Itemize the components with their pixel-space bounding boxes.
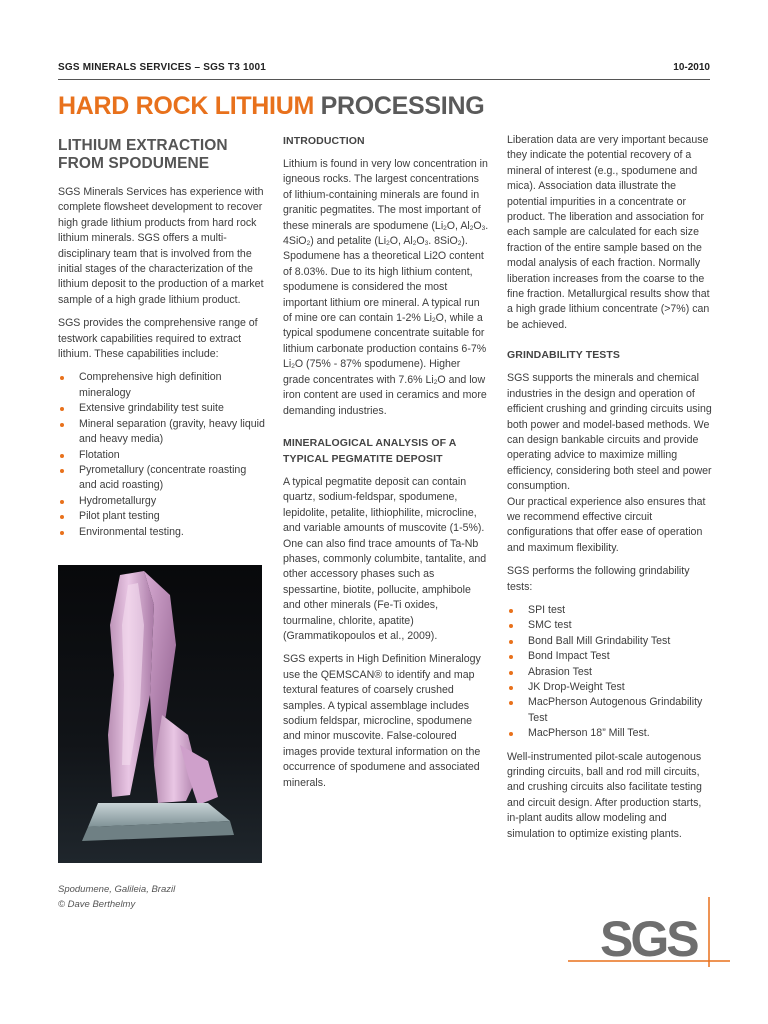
caption-credit: © Dave Berthelmy xyxy=(58,899,136,910)
sgs-logo xyxy=(568,895,730,967)
photo-caption xyxy=(58,882,175,912)
capabilities-list xyxy=(58,370,266,539)
paragraph: Our practical experience also ensures that we recommend effective circuit configurations that offer ease of operation and maximum flexibility. xyxy=(507,495,706,554)
spodumene-photo xyxy=(58,565,262,863)
list-item: MacPherson Autogenous Grindability Test xyxy=(507,695,713,726)
logo-text: SGS xyxy=(600,911,697,967)
document-date: 10-2010 xyxy=(673,62,710,73)
list-item: SMC test xyxy=(507,618,713,633)
grindability-tests-list xyxy=(507,603,713,742)
sgs-logo-mark xyxy=(568,895,730,967)
list-item: Mineral separation (gravity, heavy liquid and heavy media) xyxy=(58,417,266,448)
introduction-paragraph: Lithium is found in very low concentration in igneous rocks. The largest concentrations of lithium-containing minerals are found in granitic pegmatites. The most important of these minerals are spodumene ($Li_2O$, $Al_2O_3$. 4SiO$_2$) and petalite ($Li_2O$, $Al_2O_3$. 8SiO$_2$). Spodumene has a theoretical Li2O content of 8.03%. Due to its high lithium content, spodumene is considered the most important lithium ore mineral. A typical run of mine ore can contain 1-2% $Li_2O$, while a typical spodumene concentrate suitable for lithium carbonate production contains 6-7% $Li_2O$ (75% - 87% spodumene). Higher grade concentrates with 7.6% $Li_2O$ and low iron content are used in ceramics and more demanding industries. xyxy=(283,158,489,417)
list-item: Environmental testing. xyxy=(58,525,266,540)
page-title xyxy=(58,92,484,121)
paragraph: SGS experts in High Definition Mineralogy use the QEMSCAN® to identify and map textural features of coarsely crushed samples. A typical assemblage includes sodium feldspar, microcline, spodumene and minor muscovite. False-coloured images provide textural information on the occurrence of spodumene and associated minerals. xyxy=(283,653,481,789)
list-item: Bond Ball Mill Grindability Test xyxy=(507,634,713,649)
list-item: MacPherson 18” Mill Test. xyxy=(507,726,713,741)
title-gray: PROCESSING xyxy=(320,92,485,120)
paragraph: Well-instrumented pilot-scale autogenous grinding circuits, ball and rod mill circuits, and crushing circuits also facilitate testing and circuit design. After production starts, in-plant audits allow modeling and simulation to optimize existing plants. xyxy=(507,750,702,840)
document-header-left: SGS MINERALS SERVICES – SGS T3 1001 xyxy=(58,62,266,73)
section-heading-grindability: GRINDABILITY TESTS xyxy=(507,349,621,362)
list-item: JK Drop-Weight Test xyxy=(507,680,713,695)
header-divider xyxy=(58,79,710,80)
list-item: SPI test xyxy=(507,603,713,618)
paragraph: SGS supports the minerals and chemical industries in the design and operation of efficient crushing and grinding circuits using both power and model-based methods. We can design bankable circuits and provide operating advice to maximize milling efficiency, considering both steel and power consumption. xyxy=(507,372,712,493)
paragraph: SGS performs the following grindability tests: xyxy=(507,565,690,593)
list-item: Hydrometallurgy xyxy=(58,494,266,509)
list-item: Flotation xyxy=(58,448,266,463)
list-item: Pilot plant testing xyxy=(58,509,266,524)
column-1 xyxy=(58,133,266,548)
paragraph: Liberation data are very important because they indicate the potential recovery of a mineral of interest (e.g., spodumene and mica). Association data illustrate the potential impurities in a concentrate or product. The liberation and association for each sample are calculated for each size fraction of the entire sample based on the modal analysis of each fraction. Normally liberation increases from the coarse to the fine fraction. Metallurgical results show that a high grade lithium concentrate (>7%) can be achieved. xyxy=(507,134,710,331)
title-orange: HARD ROCK LITHIUM xyxy=(58,92,314,120)
list-item: Pyrometallury (concentrate roasting and acid roasting) xyxy=(58,463,266,494)
column-3 xyxy=(507,133,713,850)
list-item: Extensive grindability test suite xyxy=(58,401,266,416)
list-item: Bond Impact Test xyxy=(507,649,713,664)
section-heading-introduction: INTRODUCTION xyxy=(283,135,365,147)
list-item: Abrasion Test xyxy=(507,665,713,680)
section-heading-mineralogical: MINERALOGICAL ANALYSIS OF A TYPICAL PEGMATITE DEPOSIT xyxy=(283,436,457,465)
spodumene-crystal-illustration xyxy=(58,565,262,863)
column-2 xyxy=(283,133,489,799)
paragraph: A typical pegmatite deposit can contain quartz, sodium-feldspar, spodumene, lepidolite, petalite, lithiophilite, microcline, and variable amounts of muscovite (1-5%). One can also find trace amounts of Ta-Nb phases, commonly columbite, tantalite, and other accessory phases such as spessartine, biotite, pollucite, amphibole and other minerals (Fe-Ti oxides, tourmaline, chlorite, apatite) (Grammatikopoulos et al., 2009). xyxy=(283,475,487,642)
section-heading-extraction: LITHIUM EXTRACTION FROM SPODUMENE xyxy=(58,137,228,172)
caption-title: Spodumene, Galileia, Brazil xyxy=(58,884,176,895)
list-item: Comprehensive high definition mineralogy xyxy=(58,370,266,401)
paragraph: SGS provides the comprehensive range of testwork capabilities required to extract lithium. These capabilities include: xyxy=(58,317,258,361)
paragraph: SGS Minerals Services has experience with complete flowsheet development to recover high grade lithium products from hard rock lithium minerals. SGS offers a multi-disciplinary team that is involved from the initial stages of the characterization of the lithium deposit to the production of a market sample of a high grade lithium product. xyxy=(58,186,264,306)
